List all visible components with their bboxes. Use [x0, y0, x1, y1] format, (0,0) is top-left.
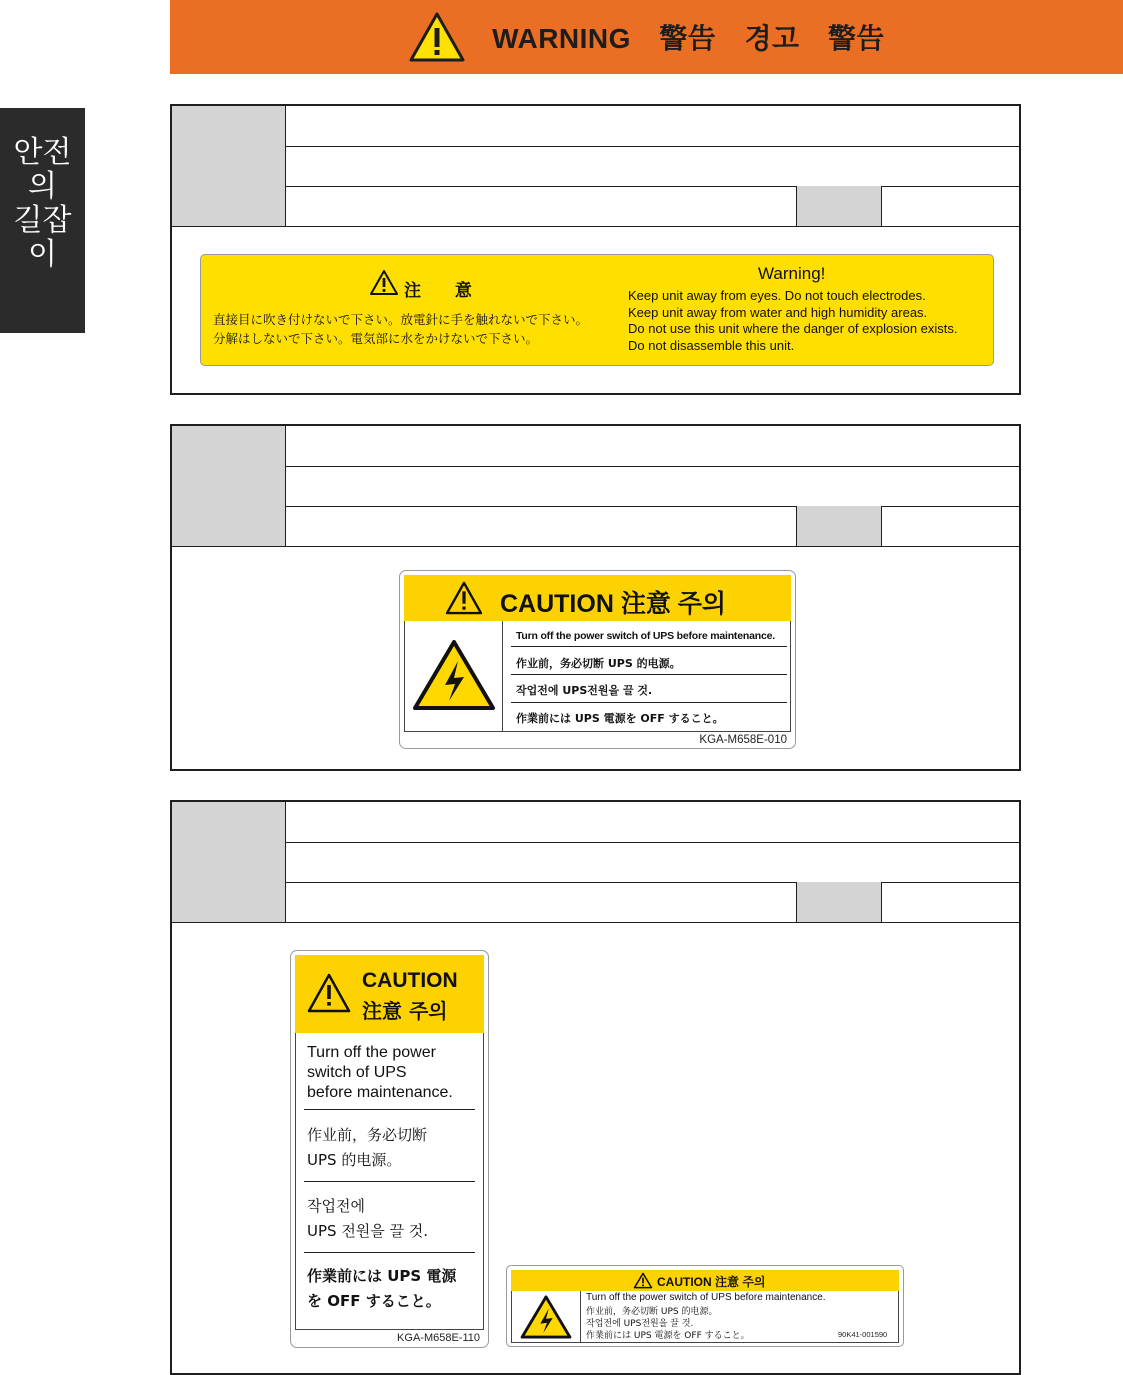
- high-voltage-icon: [412, 639, 496, 711]
- caution-header: [295, 955, 484, 1033]
- divider: [502, 621, 503, 732]
- field-label-cell: [172, 466, 286, 506]
- divider: [304, 1109, 475, 1110]
- field-label-cell: [796, 882, 882, 922]
- caution-line-jp: 作業前には UPS 電源: [307, 1267, 457, 1285]
- caution-title: CAUTION 注意 주의: [657, 1275, 766, 1289]
- warning-triangle-icon: [408, 11, 466, 63]
- warning-triangle-icon: [633, 1272, 653, 1289]
- caution-line-jp: を OFF すること。: [307, 1292, 441, 1310]
- table-row: [172, 506, 1019, 547]
- caution-title: CAUTION 注意 주의: [500, 590, 727, 618]
- warning-triangle-icon: [307, 973, 351, 1013]
- field-label-cell: [172, 426, 286, 466]
- warning-triangle-icon: [369, 269, 399, 296]
- divider: [580, 1291, 581, 1343]
- caution-line-kr: 작업전에 UPS전원을 끌 것.: [586, 1319, 694, 1329]
- caution-line-cn: 作业前，务必切断 UPS 的电源。: [586, 1307, 718, 1317]
- caution-header: [404, 575, 791, 621]
- field-label-cell: [172, 802, 286, 842]
- caution-line-en: Turn off the power: [307, 1044, 436, 1061]
- divider: [304, 1252, 475, 1253]
- divider: [304, 1181, 475, 1182]
- warning-triangle-icon: [444, 581, 484, 615]
- caution-label-vertical: [290, 950, 489, 1348]
- table-row: [172, 426, 1019, 467]
- caution-line-en: Turn off the power switch of UPS before maintenance.: [586, 1292, 826, 1303]
- caution-line-jp: 作業前には UPS 電源を OFF すること。: [586, 1331, 750, 1341]
- warning-banner: [170, 0, 1123, 74]
- caution-line-kr: 작업전에 UPS전원을 끌 것.: [516, 684, 653, 697]
- caution-body: [511, 1291, 899, 1343]
- table-row: [172, 466, 1019, 507]
- label-code: KGA-M658E-010: [699, 734, 787, 746]
- caution-label-horizontal: [399, 570, 796, 749]
- table-row: [172, 802, 1019, 843]
- caution-label-small: [506, 1265, 904, 1347]
- table-row: [172, 186, 1019, 227]
- table-row: [172, 106, 1019, 147]
- label-section-3: [170, 800, 1021, 1375]
- caution-line-en: Turn off the power switch of UPS before maintenance.: [516, 630, 775, 642]
- label-code: 90K41-001590: [838, 1330, 888, 1339]
- label-code: KGA-M658E-110: [397, 1332, 480, 1344]
- high-voltage-icon: [520, 1295, 572, 1339]
- en-warning-title: Warning!: [758, 264, 826, 283]
- field-label-cell: [172, 882, 286, 922]
- caution-line-cn: 作业前，务必切断 UPS 的电源。: [516, 657, 681, 670]
- field-label-cell: [172, 506, 286, 546]
- label-section-2: [170, 424, 1021, 771]
- caution-line-en: switch of UPS: [307, 1064, 407, 1081]
- table-row: [172, 146, 1019, 187]
- caution-line-cn: UPS 的电源。: [307, 1151, 402, 1169]
- field-label-cell: [172, 146, 286, 186]
- divider: [511, 674, 787, 675]
- field-label-cell: [172, 842, 286, 882]
- caution-line-cn: 作业前，务必切断: [307, 1126, 428, 1144]
- caution-line-kr: 작업전에: [307, 1197, 365, 1215]
- field-label-cell: [796, 186, 882, 226]
- caution-title: CAUTION: [362, 969, 458, 992]
- table-row: [172, 882, 1019, 923]
- side-tab-label: 안전 의 길잡 이: [13, 135, 72, 272]
- caution-line-kr: UPS 전원을 끌 것.: [307, 1222, 429, 1240]
- jp-caution-title: 注 意: [404, 281, 486, 301]
- caution-body: [295, 1033, 484, 1330]
- caution-subtitle: 注意 주의: [362, 999, 448, 1023]
- caution-line-en: before maintenance.: [307, 1084, 453, 1101]
- field-label-cell: [172, 106, 286, 146]
- label-section-1: [170, 104, 1021, 395]
- en-instruction: Do not disassemble this unit.: [628, 338, 795, 353]
- table-row: [172, 842, 1019, 883]
- jp-instruction: 直接目に吹き付けないで下さい。放電針に手を触れないで下さい。: [213, 312, 589, 327]
- en-instruction: Keep unit away from water and high humidity areas.: [628, 305, 928, 320]
- caution-body: [404, 621, 791, 732]
- field-label-cell: [172, 186, 286, 226]
- en-instruction: Keep unit away from eyes. Do not touch electrodes.: [628, 288, 926, 303]
- field-label-cell: [796, 506, 882, 546]
- side-tab: [0, 108, 85, 333]
- warning-label-sticker: [200, 254, 994, 366]
- caution-line-jp: 作業前には UPS 電源を OFF すること。: [516, 712, 724, 725]
- jp-instruction: 分解はしないで下さい。電気部に水をかけないで下さい。: [213, 331, 539, 346]
- divider: [511, 702, 787, 703]
- en-instruction: Do not use this unit where the danger of explosion exists.: [628, 321, 958, 336]
- banner-title: WARNING 警告 경고 警告: [492, 23, 885, 54]
- caution-header: [511, 1270, 899, 1291]
- divider: [511, 646, 787, 647]
